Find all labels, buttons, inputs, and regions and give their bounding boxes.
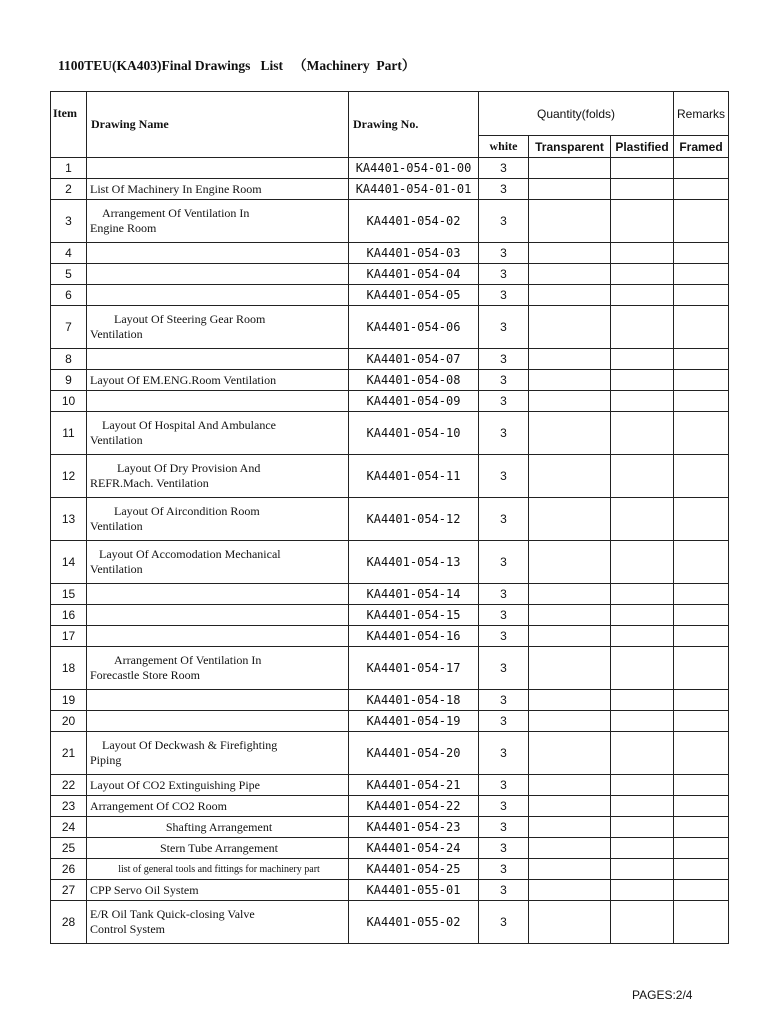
- transparent-qty-cell: [529, 370, 611, 391]
- item-number-cell: 18: [51, 647, 87, 690]
- transparent-qty-cell: [529, 412, 611, 455]
- table-row: [51, 349, 729, 370]
- table-row: [51, 690, 729, 711]
- framed-remarks-cell: [674, 859, 729, 880]
- header-transparent: Transparent: [529, 136, 611, 158]
- white-qty-cell: 3: [479, 626, 529, 647]
- transparent-qty-cell: [529, 647, 611, 690]
- table-row: [51, 880, 729, 901]
- table-row: [51, 541, 729, 584]
- item-number-cell: 6: [51, 285, 87, 306]
- transparent-qty-cell: [529, 349, 611, 370]
- transparent-qty-cell: [529, 264, 611, 285]
- drawing-number-cell: KA4401-054-20: [349, 732, 479, 775]
- framed-remarks-cell: [674, 306, 729, 349]
- white-qty-cell: 3: [479, 285, 529, 306]
- white-qty-cell: 3: [479, 370, 529, 391]
- transparent-qty-cell: [529, 817, 611, 838]
- white-qty-cell: 3: [479, 200, 529, 243]
- plastified-qty-cell: [611, 370, 674, 391]
- transparent-qty-cell: [529, 796, 611, 817]
- plastified-qty-cell: [611, 391, 674, 412]
- drawing-number-cell: KA4401-055-02: [349, 901, 479, 944]
- table-row: [51, 775, 729, 796]
- framed-remarks-cell: [674, 711, 729, 732]
- plastified-qty-cell: [611, 306, 674, 349]
- transparent-qty-cell: [529, 391, 611, 412]
- drawing-name-cell: Stern Tube Arrangement: [87, 838, 349, 859]
- white-qty-cell: 3: [479, 838, 529, 859]
- table-row: [51, 306, 729, 349]
- drawing-number-cell: KA4401-054-03: [349, 243, 479, 264]
- white-qty-cell: 3: [479, 647, 529, 690]
- drawings-table: [50, 91, 729, 944]
- item-number-cell: 24: [51, 817, 87, 838]
- white-qty-cell: 3: [479, 859, 529, 880]
- white-qty-cell: 3: [479, 306, 529, 349]
- item-number-cell: 11: [51, 412, 87, 455]
- drawing-name-cell: [87, 605, 349, 626]
- item-number-cell: 8: [51, 349, 87, 370]
- table-row: [51, 264, 729, 285]
- framed-remarks-cell: [674, 498, 729, 541]
- item-number-cell: 12: [51, 455, 87, 498]
- white-qty-cell: 3: [479, 349, 529, 370]
- header-drawing-name: Drawing Name: [87, 92, 349, 158]
- plastified-qty-cell: [611, 179, 674, 200]
- item-number-cell: 21: [51, 732, 87, 775]
- framed-remarks-cell: [674, 200, 729, 243]
- item-number-cell: 26: [51, 859, 87, 880]
- header-framed: Framed: [674, 136, 729, 158]
- table-row: [51, 455, 729, 498]
- transparent-qty-cell: [529, 584, 611, 605]
- drawing-name-cell: Layout Of Aircondition Room Ventilation: [87, 498, 349, 541]
- drawing-name-cell: List Of Machinery In Engine Room: [87, 179, 349, 200]
- page-number: PAGES:2/4: [632, 988, 693, 1002]
- table-row: [51, 158, 729, 179]
- drawing-name-cell: [87, 264, 349, 285]
- drawing-number-cell: KA4401-054-17: [349, 647, 479, 690]
- header-quantity: Quantity(folds): [479, 92, 674, 136]
- white-qty-cell: 3: [479, 690, 529, 711]
- table-row: [51, 412, 729, 455]
- drawing-name-cell: Layout Of EM.ENG.Room Ventilation: [87, 370, 349, 391]
- transparent-qty-cell: [529, 605, 611, 626]
- item-number-cell: 2: [51, 179, 87, 200]
- white-qty-cell: 3: [479, 880, 529, 901]
- white-qty-cell: 3: [479, 412, 529, 455]
- item-number-cell: 27: [51, 880, 87, 901]
- transparent-qty-cell: [529, 158, 611, 179]
- item-number-cell: 14: [51, 541, 87, 584]
- drawing-name-cell: list of general tools and fittings for machinery part: [87, 859, 349, 880]
- transparent-qty-cell: [529, 200, 611, 243]
- white-qty-cell: 3: [479, 264, 529, 285]
- table-row: [51, 901, 729, 944]
- table-row: [51, 243, 729, 264]
- drawing-name-cell: Shafting Arrangement: [87, 817, 349, 838]
- drawing-number-cell: KA4401-054-11: [349, 455, 479, 498]
- white-qty-cell: 3: [479, 455, 529, 498]
- transparent-qty-cell: [529, 179, 611, 200]
- framed-remarks-cell: [674, 626, 729, 647]
- framed-remarks-cell: [674, 796, 729, 817]
- drawing-number-cell: KA4401-054-12: [349, 498, 479, 541]
- plastified-qty-cell: [611, 711, 674, 732]
- table-row: [51, 584, 729, 605]
- drawing-number-cell: KA4401-055-01: [349, 880, 479, 901]
- plastified-qty-cell: [611, 584, 674, 605]
- item-number-cell: 28: [51, 901, 87, 944]
- plastified-qty-cell: [611, 732, 674, 775]
- plastified-qty-cell: [611, 838, 674, 859]
- framed-remarks-cell: [674, 285, 729, 306]
- drawing-number-cell: KA4401-054-13: [349, 541, 479, 584]
- drawing-name-cell: [87, 711, 349, 732]
- drawing-name-cell: Arrangement Of CO2 Room: [87, 796, 349, 817]
- white-qty-cell: 3: [479, 158, 529, 179]
- drawing-name-cell: [87, 584, 349, 605]
- white-qty-cell: 3: [479, 732, 529, 775]
- drawing-number-cell: KA4401-054-01-01: [349, 179, 479, 200]
- table-row: [51, 179, 729, 200]
- drawing-number-cell: KA4401-054-25: [349, 859, 479, 880]
- item-number-cell: 15: [51, 584, 87, 605]
- drawing-number-cell: KA4401-054-02: [349, 200, 479, 243]
- framed-remarks-cell: [674, 584, 729, 605]
- transparent-qty-cell: [529, 285, 611, 306]
- drawing-number-cell: KA4401-054-10: [349, 412, 479, 455]
- drawing-name-cell: [87, 626, 349, 647]
- plastified-qty-cell: [611, 455, 674, 498]
- drawing-number-cell: KA4401-054-16: [349, 626, 479, 647]
- framed-remarks-cell: [674, 647, 729, 690]
- drawing-number-cell: KA4401-054-21: [349, 775, 479, 796]
- white-qty-cell: 3: [479, 584, 529, 605]
- table-row: [51, 391, 729, 412]
- plastified-qty-cell: [611, 796, 674, 817]
- item-number-cell: 23: [51, 796, 87, 817]
- item-number-cell: 9: [51, 370, 87, 391]
- drawing-name-cell: [87, 690, 349, 711]
- framed-remarks-cell: [674, 412, 729, 455]
- transparent-qty-cell: [529, 541, 611, 584]
- plastified-qty-cell: [611, 498, 674, 541]
- transparent-qty-cell: [529, 732, 611, 775]
- transparent-qty-cell: [529, 243, 611, 264]
- drawing-name-cell: [87, 158, 349, 179]
- item-number-cell: 19: [51, 690, 87, 711]
- framed-remarks-cell: [674, 817, 729, 838]
- plastified-qty-cell: [611, 605, 674, 626]
- item-number-cell: 5: [51, 264, 87, 285]
- plastified-qty-cell: [611, 243, 674, 264]
- framed-remarks-cell: [674, 391, 729, 412]
- plastified-qty-cell: [611, 158, 674, 179]
- header-item: Item: [51, 92, 87, 158]
- transparent-qty-cell: [529, 455, 611, 498]
- plastified-qty-cell: [611, 901, 674, 944]
- transparent-qty-cell: [529, 901, 611, 944]
- transparent-qty-cell: [529, 859, 611, 880]
- plastified-qty-cell: [611, 264, 674, 285]
- framed-remarks-cell: [674, 901, 729, 944]
- plastified-qty-cell: [611, 412, 674, 455]
- header-white: white: [479, 136, 529, 158]
- table-row: [51, 732, 729, 775]
- drawing-number-cell: KA4401-054-23: [349, 817, 479, 838]
- drawing-name-cell: Layout Of Dry Provision And REFR.Mach. Ventilation: [87, 455, 349, 498]
- drawing-number-cell: KA4401-054-19: [349, 711, 479, 732]
- framed-remarks-cell: [674, 370, 729, 391]
- drawing-number-cell: KA4401-054-07: [349, 349, 479, 370]
- white-qty-cell: 3: [479, 775, 529, 796]
- drawing-number-cell: KA4401-054-24: [349, 838, 479, 859]
- white-qty-cell: 3: [479, 541, 529, 584]
- drawing-number-cell: KA4401-054-14: [349, 584, 479, 605]
- drawing-number-cell: KA4401-054-09: [349, 391, 479, 412]
- framed-remarks-cell: [674, 455, 729, 498]
- item-number-cell: 25: [51, 838, 87, 859]
- drawing-name-cell: CPP Servo Oil System: [87, 880, 349, 901]
- header-remarks: Remarks: [674, 92, 729, 136]
- document-title: 1100TEU(KA403)Final Drawings List （Machinery Part）: [58, 58, 416, 73]
- drawing-number-cell: KA4401-054-04: [349, 264, 479, 285]
- transparent-qty-cell: [529, 306, 611, 349]
- header-drawing-no: Drawing No.: [349, 92, 479, 158]
- drawing-name-cell: [87, 285, 349, 306]
- white-qty-cell: 3: [479, 817, 529, 838]
- item-number-cell: 10: [51, 391, 87, 412]
- plastified-qty-cell: [611, 626, 674, 647]
- drawing-name-cell: Layout Of Steering Gear Room Ventilation: [87, 306, 349, 349]
- framed-remarks-cell: [674, 880, 729, 901]
- transparent-qty-cell: [529, 880, 611, 901]
- white-qty-cell: 3: [479, 179, 529, 200]
- white-qty-cell: 3: [479, 901, 529, 944]
- item-number-cell: 1: [51, 158, 87, 179]
- item-number-cell: 17: [51, 626, 87, 647]
- drawing-number-cell: KA4401-054-01-00: [349, 158, 479, 179]
- transparent-qty-cell: [529, 626, 611, 647]
- table-row: [51, 605, 729, 626]
- item-number-cell: 22: [51, 775, 87, 796]
- drawing-name-cell: Layout Of CO2 Extinguishing Pipe: [87, 775, 349, 796]
- item-number-cell: 7: [51, 306, 87, 349]
- drawing-name-cell: [87, 391, 349, 412]
- framed-remarks-cell: [674, 838, 729, 859]
- drawing-name-cell: E/R Oil Tank Quick-closing Valve Control System: [87, 901, 349, 944]
- table-row: [51, 285, 729, 306]
- transparent-qty-cell: [529, 690, 611, 711]
- header-row: [51, 92, 729, 136]
- drawing-name-cell: Arrangement Of Ventilation In Forecastle Store Room: [87, 647, 349, 690]
- framed-remarks-cell: [674, 264, 729, 285]
- white-qty-cell: 3: [479, 498, 529, 541]
- table-row: [51, 838, 729, 859]
- plastified-qty-cell: [611, 200, 674, 243]
- transparent-qty-cell: [529, 711, 611, 732]
- framed-remarks-cell: [674, 179, 729, 200]
- white-qty-cell: 3: [479, 391, 529, 412]
- drawing-name-cell: Layout Of Accomodation Mechanical Ventilation: [87, 541, 349, 584]
- drawing-number-cell: KA4401-054-05: [349, 285, 479, 306]
- plastified-qty-cell: [611, 859, 674, 880]
- framed-remarks-cell: [674, 243, 729, 264]
- framed-remarks-cell: [674, 690, 729, 711]
- header-plastified: Plastified: [611, 136, 674, 158]
- framed-remarks-cell: [674, 349, 729, 370]
- plastified-qty-cell: [611, 880, 674, 901]
- table-row: [51, 859, 729, 880]
- framed-remarks-cell: [674, 605, 729, 626]
- item-number-cell: 3: [51, 200, 87, 243]
- drawing-name-cell: Layout Of Deckwash & Firefighting Piping: [87, 732, 349, 775]
- drawing-number-cell: KA4401-054-18: [349, 690, 479, 711]
- transparent-qty-cell: [529, 775, 611, 796]
- plastified-qty-cell: [611, 349, 674, 370]
- table-row: [51, 370, 729, 391]
- white-qty-cell: 3: [479, 243, 529, 264]
- white-qty-cell: 3: [479, 796, 529, 817]
- drawing-name-cell: [87, 243, 349, 264]
- plastified-qty-cell: [611, 647, 674, 690]
- table-row: [51, 711, 729, 732]
- framed-remarks-cell: [674, 158, 729, 179]
- item-number-cell: 16: [51, 605, 87, 626]
- transparent-qty-cell: [529, 498, 611, 541]
- table-row: [51, 796, 729, 817]
- white-qty-cell: 3: [479, 711, 529, 732]
- item-number-cell: 13: [51, 498, 87, 541]
- item-number-cell: 20: [51, 711, 87, 732]
- plastified-qty-cell: [611, 817, 674, 838]
- plastified-qty-cell: [611, 690, 674, 711]
- table-row: [51, 626, 729, 647]
- white-qty-cell: 3: [479, 605, 529, 626]
- table-row: [51, 200, 729, 243]
- framed-remarks-cell: [674, 775, 729, 796]
- drawing-name-cell: [87, 349, 349, 370]
- drawing-number-cell: KA4401-054-15: [349, 605, 479, 626]
- plastified-qty-cell: [611, 285, 674, 306]
- plastified-qty-cell: [611, 775, 674, 796]
- framed-remarks-cell: [674, 541, 729, 584]
- table-row: [51, 647, 729, 690]
- drawing-number-cell: KA4401-054-22: [349, 796, 479, 817]
- plastified-qty-cell: [611, 541, 674, 584]
- drawing-number-cell: KA4401-054-06: [349, 306, 479, 349]
- table-row: [51, 817, 729, 838]
- drawing-name-cell: Layout Of Hospital And Ambulance Ventilation: [87, 412, 349, 455]
- transparent-qty-cell: [529, 838, 611, 859]
- drawing-number-cell: KA4401-054-08: [349, 370, 479, 391]
- framed-remarks-cell: [674, 732, 729, 775]
- drawing-name-cell: Arrangement Of Ventilation In Engine Room: [87, 200, 349, 243]
- table-row: [51, 498, 729, 541]
- item-number-cell: 4: [51, 243, 87, 264]
